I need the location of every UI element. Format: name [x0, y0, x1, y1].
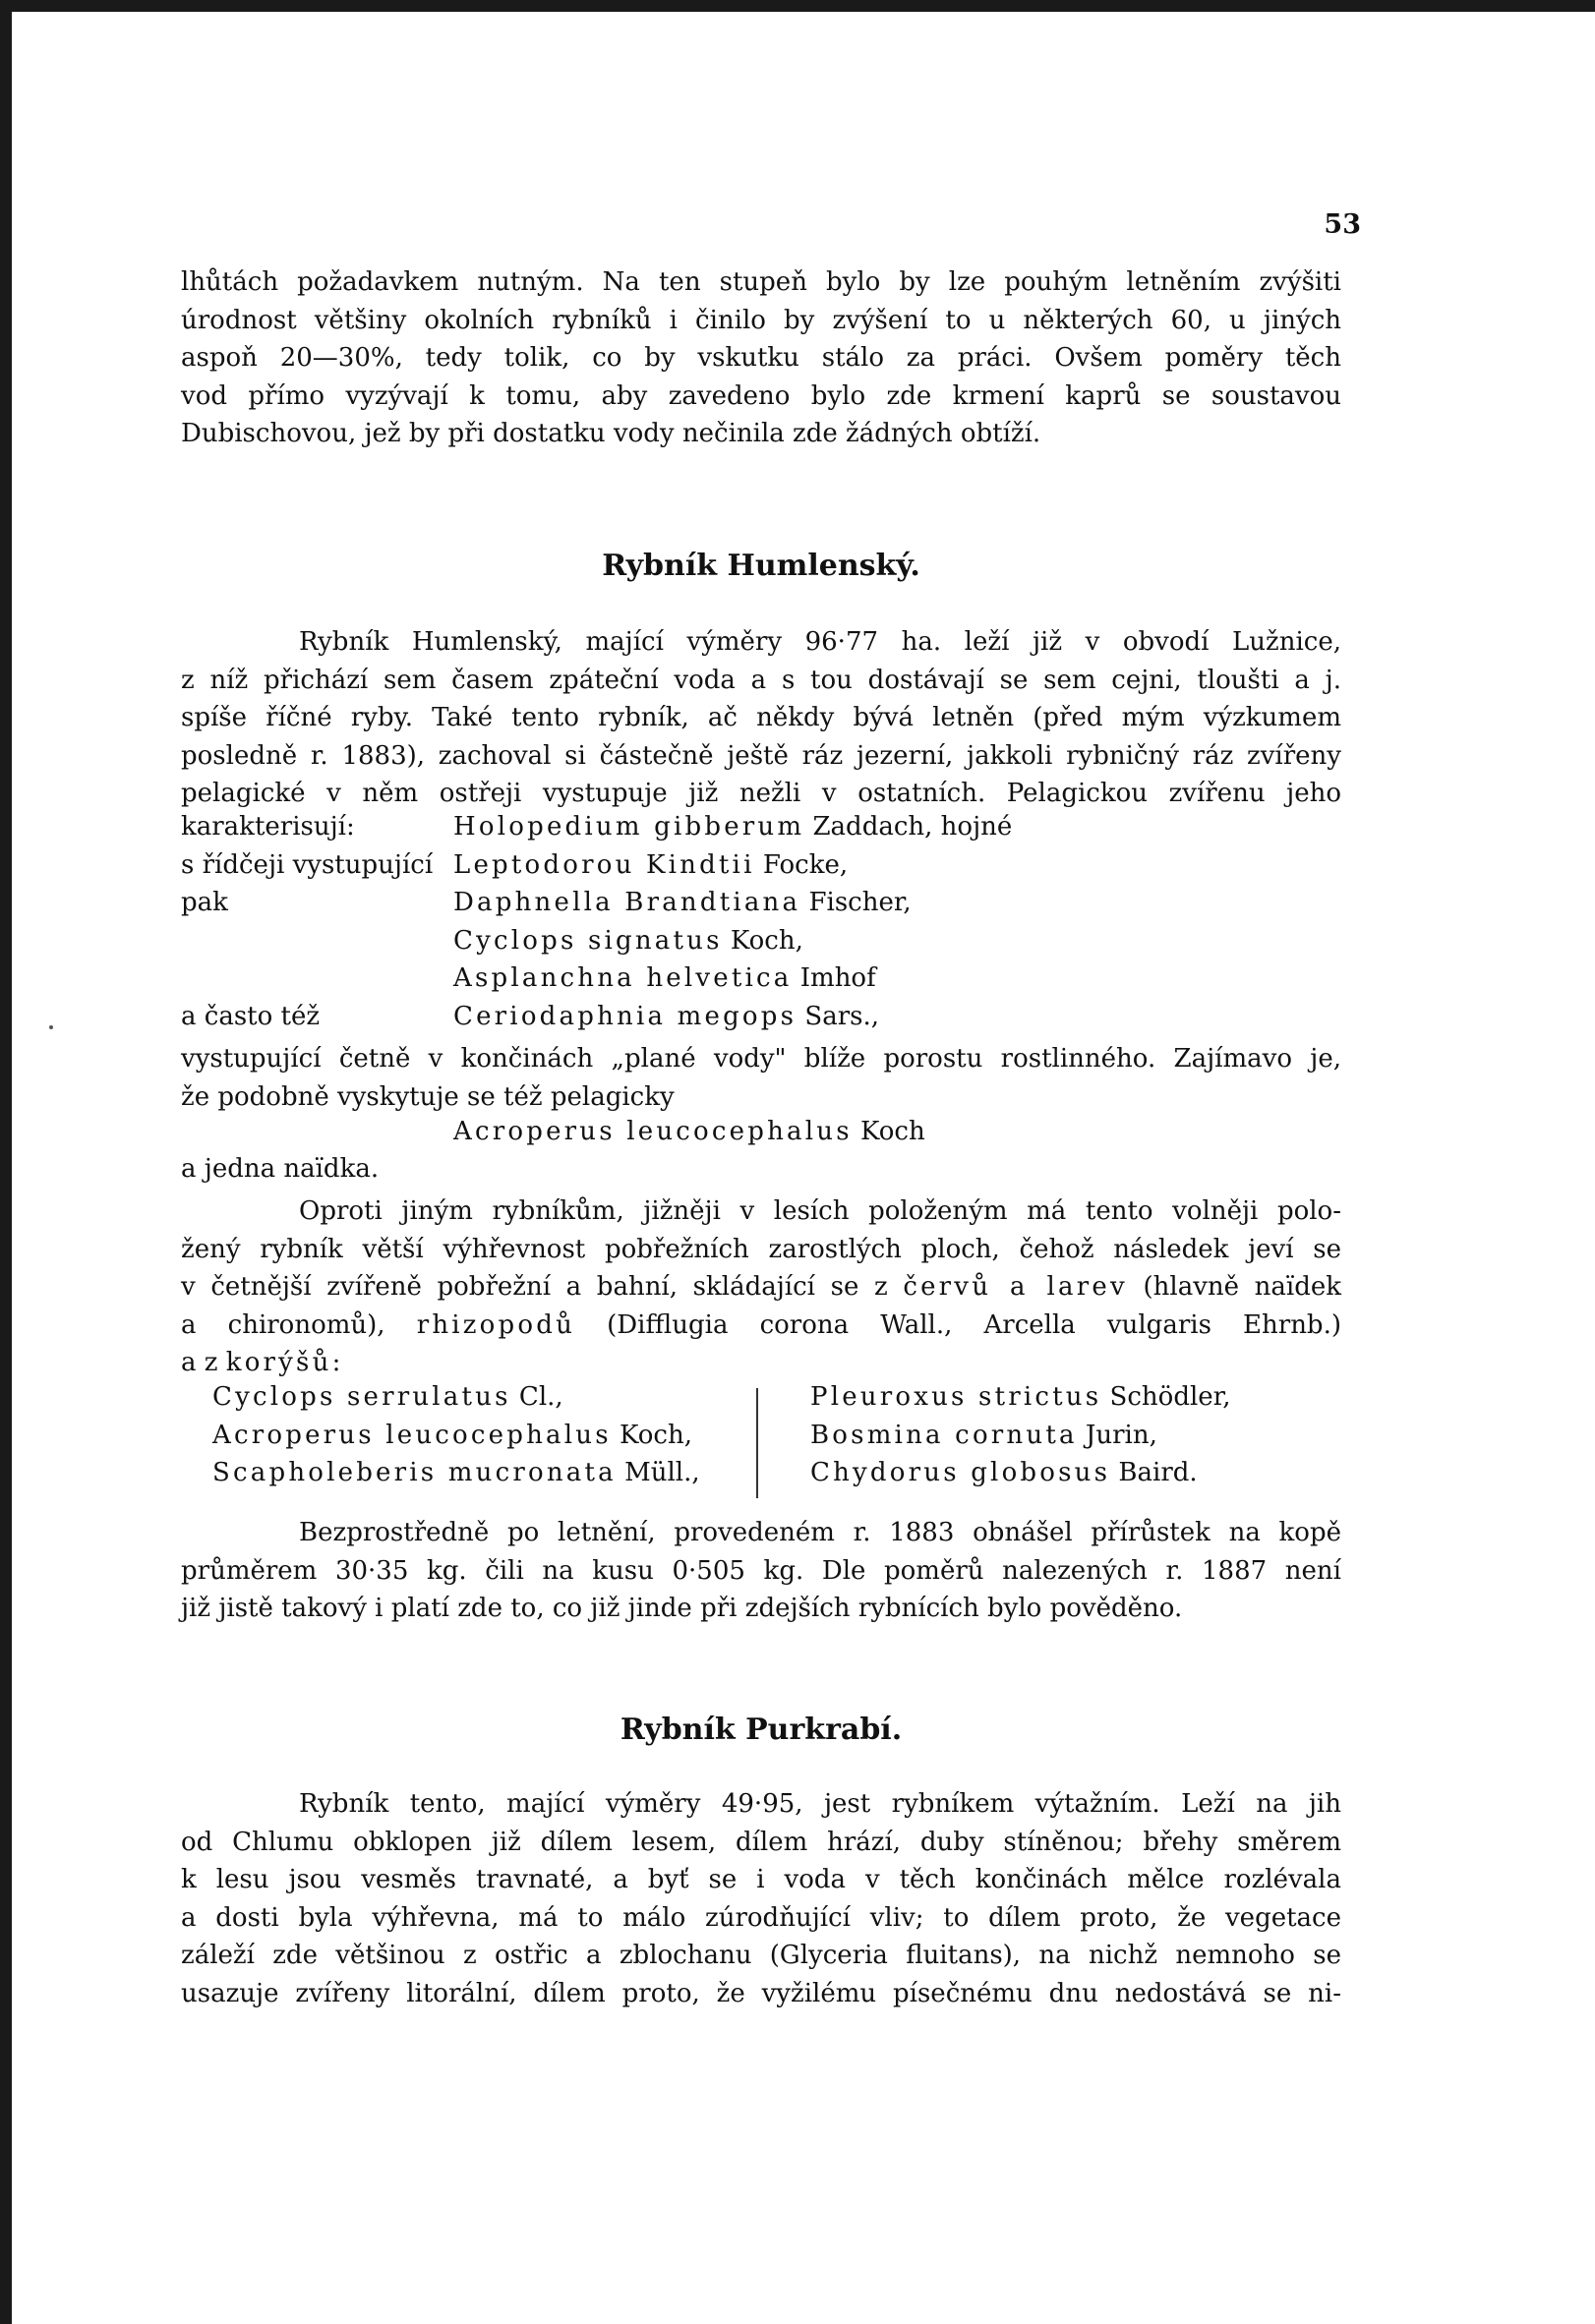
text-line: Oproti jiným rybníkům, jižněji v lesích položeným má tento volněji polo- [299, 1196, 1341, 1226]
species-name: Asplanchna helvetica [453, 963, 793, 993]
species-rest: Imhof [792, 963, 876, 993]
species-rest: Koch, [722, 925, 803, 956]
text-line: lhůtách požadavkem nutným. Na ten stupeň bylo by lze pouhým letněním zvýšiti [181, 267, 1341, 297]
text-span: v četnější zvířeně pobřežní a bahní, skládající se z [181, 1272, 904, 1302]
species-name: Scapholeberis mucronata [212, 1458, 617, 1487]
list-label: s řídčeji vystupující [181, 849, 434, 880]
list-item [212, 1382, 563, 1412]
list-item [810, 1382, 1231, 1412]
text-line: aspoň 20—30%, tedy tolik, co by vskutku stálo za práci. Ovšem poměry těch [181, 343, 1341, 373]
text-line: již jistě takový i platí zde to, co již jinde při zdejších rybnících bylo pověděno. [181, 1594, 1183, 1623]
text-span: a z [181, 1348, 226, 1377]
text-line: usazuje zvířeny litorální, dílem proto, že vyžilému písečnému dnu nedostává se ni- [181, 1978, 1341, 2008]
purkrabi-paragraph [181, 1785, 1341, 2012]
intro-paragraph [181, 263, 1341, 453]
text-span-spaced: korýšů [225, 1348, 332, 1377]
acroperus-line [453, 1117, 925, 1146]
text-line: z níž přichází sem časem zpáteční voda a s tou dostávají se sem cejni, tloušti a j. [181, 665, 1341, 695]
crustacean-list [181, 1382, 1341, 1504]
text-span: (hlavně naïdek [1127, 1272, 1341, 1302]
text-line: k lesu jsou vesměs travnaté, a byť se i voda v těch končinách mělce rozlévala [181, 1865, 1341, 1894]
text-line: vod přímo vyzývají k tomu, aby zavedeno bylo zde krmení kaprů se soustavou [181, 380, 1341, 411]
humlensky-paragraph-4 [181, 1514, 1341, 1628]
species-name: Ceriodaphnia megops [453, 1001, 798, 1031]
species-name: Chydorus globosus [810, 1458, 1111, 1487]
text-span-spaced: červů a larev [903, 1272, 1128, 1302]
text-line: Rybník Humlenský, mající výměry 96·77 ha. leží již v obvodí Lužnice, [299, 627, 1341, 657]
text-line: Rybník tento, mající výměry 49·95, jest rybníkem výtažním. Leží na jih [299, 1789, 1341, 1819]
species-rest: Focke, [754, 849, 849, 880]
text-line: že podobně vyskytuje se též pelagicky [181, 1081, 675, 1112]
column-divider [756, 1388, 758, 1498]
text-line: žený rybník větší výhřevnost pobřežních zarostlých ploch, čehož následek jeví se [181, 1234, 1341, 1264]
species-rest: Fischer, [800, 888, 912, 917]
naidka-line: a jedna naïdka. [181, 1154, 380, 1184]
text-line: vystupující četně v končinách „plané vody" blíže porostu rostlinného. Zajímavo je, [181, 1044, 1341, 1074]
species-name: Bosmina cornuta [810, 1420, 1078, 1450]
text-line [181, 1344, 1341, 1382]
species-name: Cyclops serrulatus [212, 1382, 511, 1412]
text-line: průměrem 30·35 kg. čili na kusu 0·505 kg. Dle poměrů nalezených r. 1887 není [181, 1555, 1341, 1586]
humlensky-paragraph-1 [181, 623, 1341, 813]
species-rest: Schödler, [1101, 1382, 1231, 1412]
species-name: Acroperus leucocephalus [453, 1117, 853, 1146]
text-line: od Chlumu obklopen již dílem lesem, dílem hrází, duby stíněnou; břehy směrem [181, 1827, 1341, 1857]
text-line: Dubischovou, jež by při dostatku vody nečinila zde žádných obtíží. [181, 419, 1041, 448]
text-line: pelagické v něm ostřeji vystupuje již nežli v ostatních. Pelagickou zvířenu jeho [181, 779, 1341, 808]
page-number: 53 [1324, 209, 1361, 240]
species-rest: Koch [852, 1117, 925, 1146]
species-rest: Zaddach, hojné [804, 812, 1013, 842]
species-rest: Cl., [510, 1382, 563, 1412]
text-span-spaced: rhizopodů [416, 1309, 576, 1340]
text-line [181, 1307, 1341, 1345]
text-span: (Difflugia corona Wall., Arcella vulgaris Ehrnb.) [575, 1309, 1341, 1340]
scan-border-left [0, 0, 12, 2324]
list-item [810, 1458, 1198, 1487]
species-list [181, 812, 1341, 1040]
species-name: Leptodorou Kindtii [453, 849, 755, 880]
section-heading-humlensky: Rybník Humlenský. [602, 549, 920, 583]
text-span: : [331, 1348, 341, 1377]
species-name: Holopedium gibberum [453, 812, 805, 842]
species-rest: Baird. [1110, 1458, 1198, 1487]
humlensky-paragraph-2 [181, 1040, 1341, 1116]
list-item [212, 1421, 692, 1450]
species-name: Pleuroxus strictus [810, 1382, 1102, 1412]
text-span: a chironomů), [181, 1309, 417, 1340]
list-label: karakterisují: [181, 812, 355, 842]
species-rest: Jurin, [1077, 1420, 1157, 1450]
species-rest: Müll., [616, 1458, 700, 1487]
text-line: a dosti byla výhřevna, má to málo zúrodňující vliv; to dílem proto, že vegetace [181, 1902, 1341, 1933]
section-heading-purkrabi: Rybník Purkrabí. [620, 1713, 903, 1747]
text-line: spíše říčné ryby. Také tento rybník, ač někdy bývá letněn (před mým výzkumem [181, 703, 1341, 732]
text-line: Bezprostředně po letnění, provedeném r. 1883 obnášel přírůstek na kopě [299, 1518, 1341, 1547]
text-line: záleží zde většinou z ostřic a zblochanu (Glyceria fluitans), na nichž nemnoho se [181, 1941, 1341, 1970]
humlensky-paragraph-3 [181, 1192, 1341, 1382]
scan-speck [49, 1025, 53, 1029]
species-name: Cyclops signatus [453, 925, 723, 956]
list-item [810, 1421, 1157, 1450]
list-label: a často též [181, 1001, 321, 1031]
species-rest: Sars., [797, 1001, 880, 1031]
scan-border-top [0, 0, 1595, 12]
text-line [181, 1268, 1341, 1307]
species-rest: Koch, [611, 1420, 692, 1450]
text-line: posledně r. 1883), zachoval si částečně ještě ráz jezerní, jakkoli rybničný ráz zvířeny [181, 740, 1341, 771]
list-item [212, 1458, 700, 1487]
text-line: úrodnost většiny okolních rybníků i činilo by zvýšení to u některých 60, u jiných [181, 305, 1341, 335]
species-name: Acroperus leucocephalus [212, 1420, 612, 1450]
species-name: Daphnella Brandtiana [453, 888, 801, 917]
list-label: pak [181, 888, 228, 917]
